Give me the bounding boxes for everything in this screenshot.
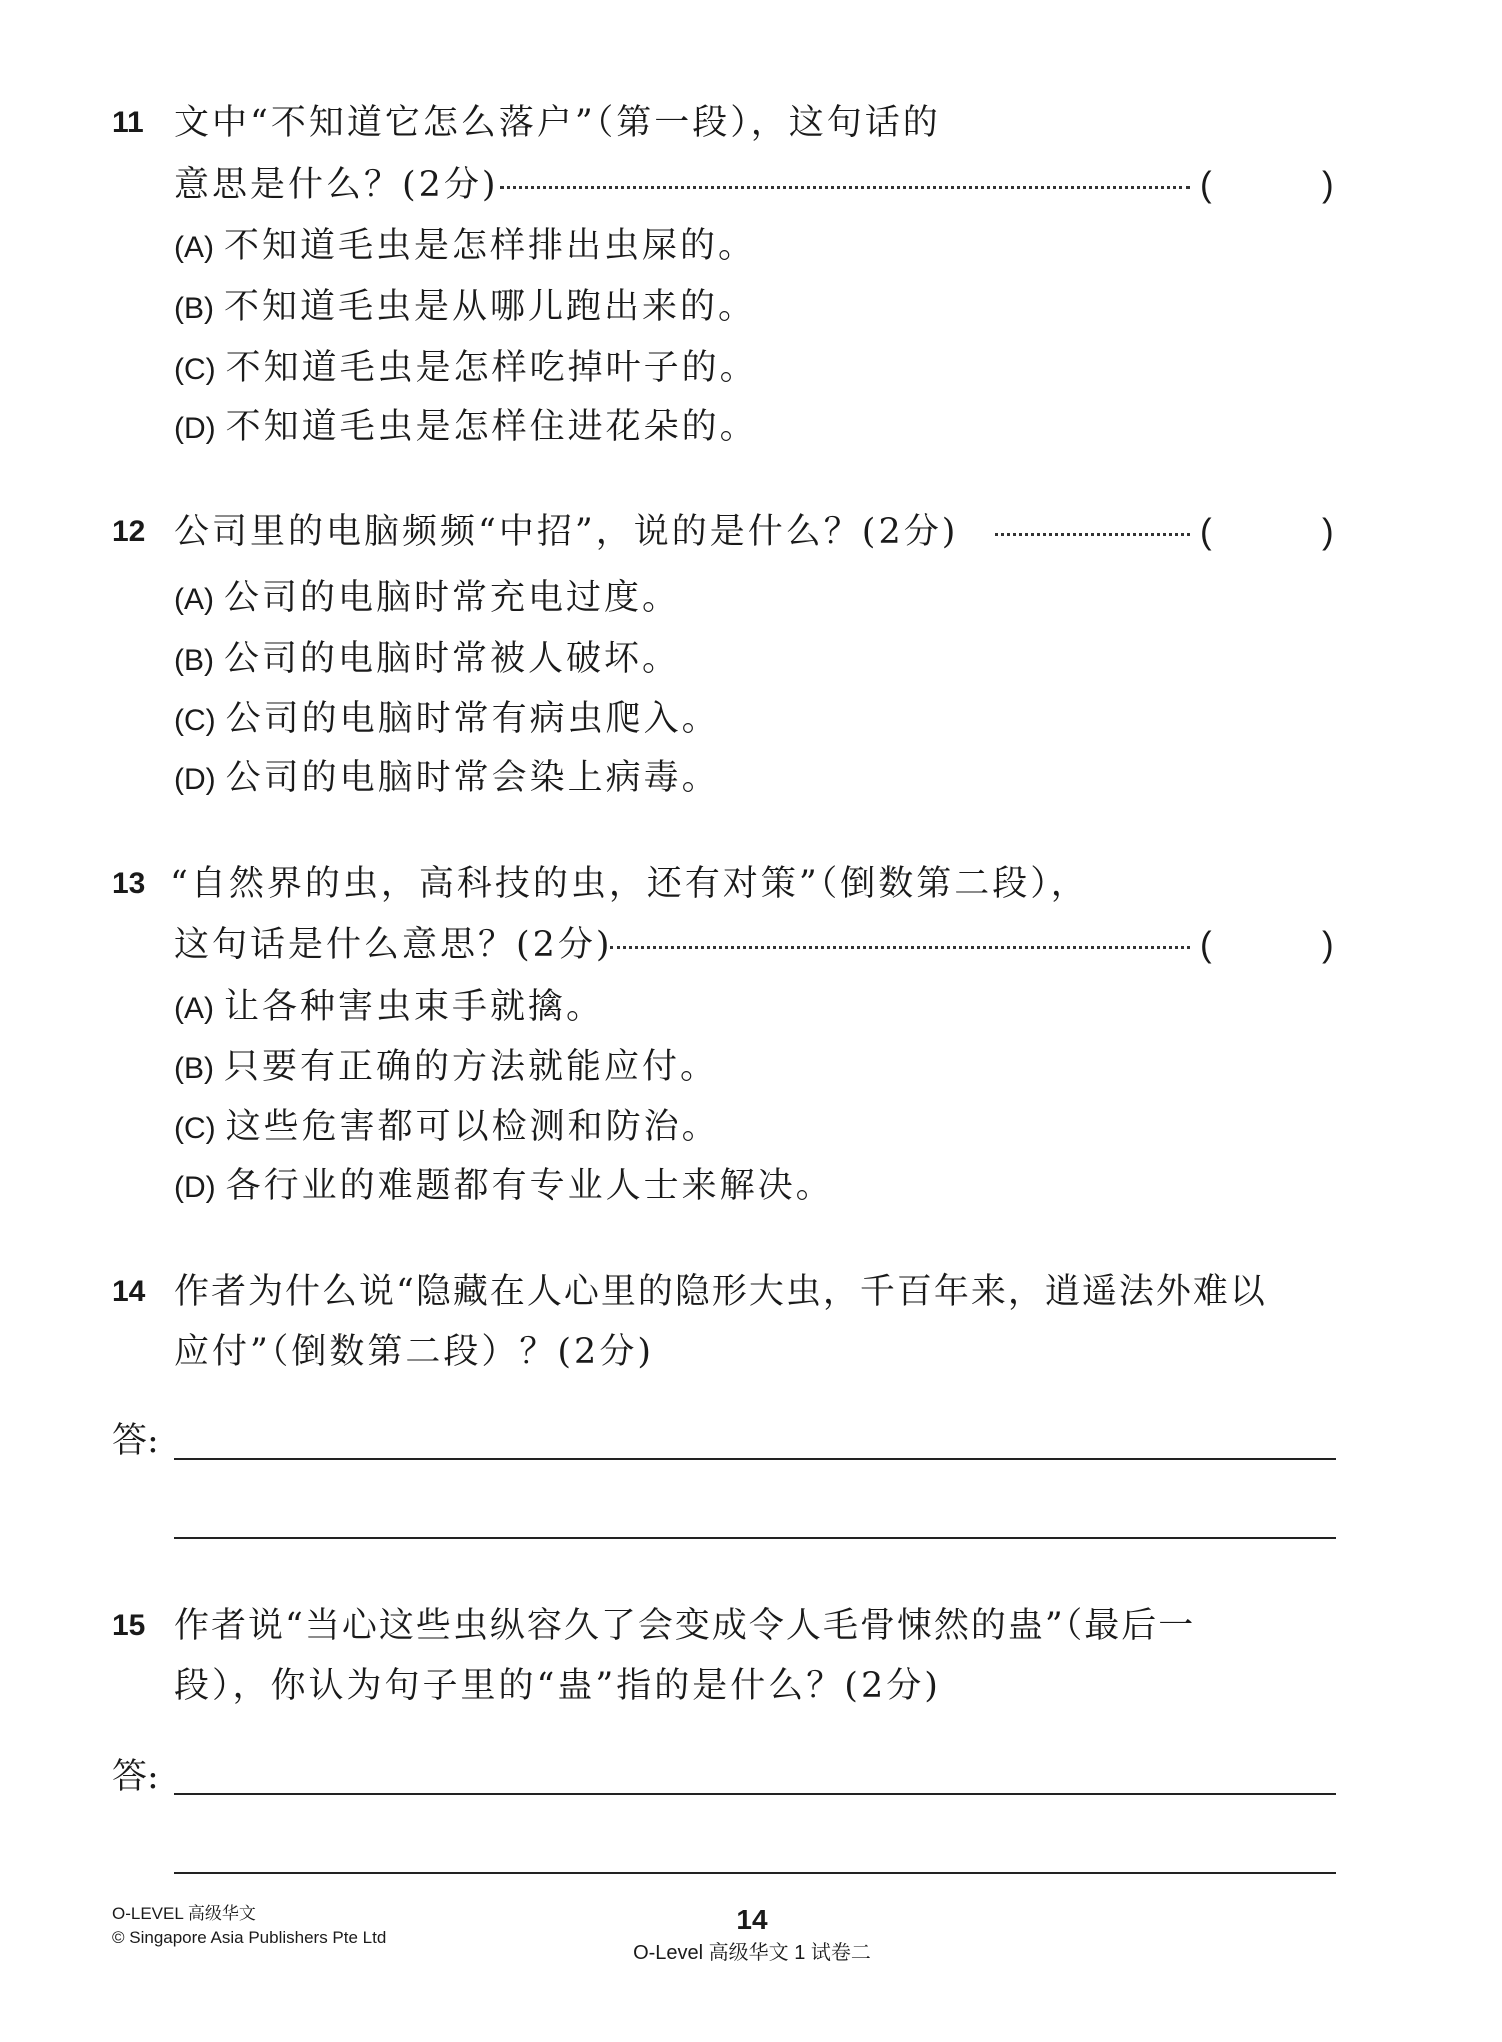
answer-bracket-left[interactable]: ( (1200, 925, 1212, 964)
question-number: 13 (112, 867, 146, 900)
answer-line[interactable] (174, 1872, 1336, 1874)
question-number: 15 (112, 1609, 146, 1642)
question-text: 作者说“当心这些虫纵容久了会变成令人毛骨悚然的蛊”（最后一 (174, 1606, 1196, 1646)
answer-bracket-left[interactable]: ( (1200, 165, 1212, 204)
answer-bracket-right: ) (1322, 512, 1334, 551)
question-text: 公司里的电脑频频“中招”，说的是什么？(2分) (174, 512, 959, 552)
answer-bracket-left[interactable]: ( (1200, 512, 1212, 551)
dotted-leader (610, 946, 1190, 949)
option-c: (C) 这些危害都可以检测和防治。 (174, 1107, 720, 1147)
footer-series: O-LEVEL 高级华文 (112, 1904, 256, 1923)
option-b: (B) 公司的电脑时常被人破坏。 (174, 639, 681, 679)
question-text: 文中“不知道它怎么落户”（第一段），这句话的 (174, 103, 941, 143)
option-c: (C) 不知道毛虫是怎样吃掉叶子的。 (174, 348, 758, 388)
question-number: 11 (112, 106, 144, 139)
dotted-leader (995, 533, 1190, 536)
footer-subtitle: O-Level 高级华文 1 试卷二 (633, 1942, 871, 1964)
option-d: (D) 不知道毛虫是怎样住进花朵的。 (174, 407, 758, 447)
option-d: (D) 各行业的难题都有专业人士来解决。 (174, 1166, 834, 1206)
question-text: 意思是什么？(2分) (174, 165, 499, 205)
answer-label: 答: (112, 1757, 159, 1797)
option-a: (A) 让各种害虫束手就擒。 (174, 987, 605, 1027)
option-d: (D) 公司的电脑时常会染上病毒。 (174, 758, 720, 798)
answer-line[interactable] (174, 1537, 1336, 1539)
option-a: (A) 不知道毛虫是怎样排出虫屎的。 (174, 226, 757, 266)
question-text: 这句话是什么意思？(2分) (174, 925, 613, 965)
answer-line[interactable] (174, 1458, 1336, 1460)
question-text: 作者为什么说“隐藏在人心里的隐形大虫，千百年来，逍遥法外难以 (174, 1272, 1267, 1312)
answer-bracket-right: ) (1322, 925, 1334, 964)
dotted-leader (500, 186, 1190, 189)
question-text: “自然界的虫，高科技的虫，还有对策”（倒数第二段）， (170, 864, 1089, 904)
answer-label: 答: (112, 1421, 159, 1461)
page-number: 14 (736, 1904, 768, 1935)
option-a: (A) 公司的电脑时常充电过度。 (174, 578, 681, 618)
question-number: 14 (112, 1275, 146, 1308)
option-c: (C) 公司的电脑时常有病虫爬入。 (174, 699, 720, 739)
question-text: 应付”（倒数第二段）？(2分) (174, 1332, 654, 1372)
answer-line[interactable] (174, 1793, 1336, 1795)
option-b: (B) 只要有正确的方法就能应付。 (174, 1047, 719, 1087)
option-b: (B) 不知道毛虫是从哪儿跑出来的。 (174, 287, 757, 327)
footer-copyright: © Singapore Asia Publishers Pte Ltd (112, 1928, 387, 1947)
question-text: 段），你认为句子里的“蛊”指的是什么？(2分) (174, 1666, 941, 1706)
question-number: 12 (112, 515, 146, 548)
answer-bracket-right: ) (1322, 165, 1334, 204)
